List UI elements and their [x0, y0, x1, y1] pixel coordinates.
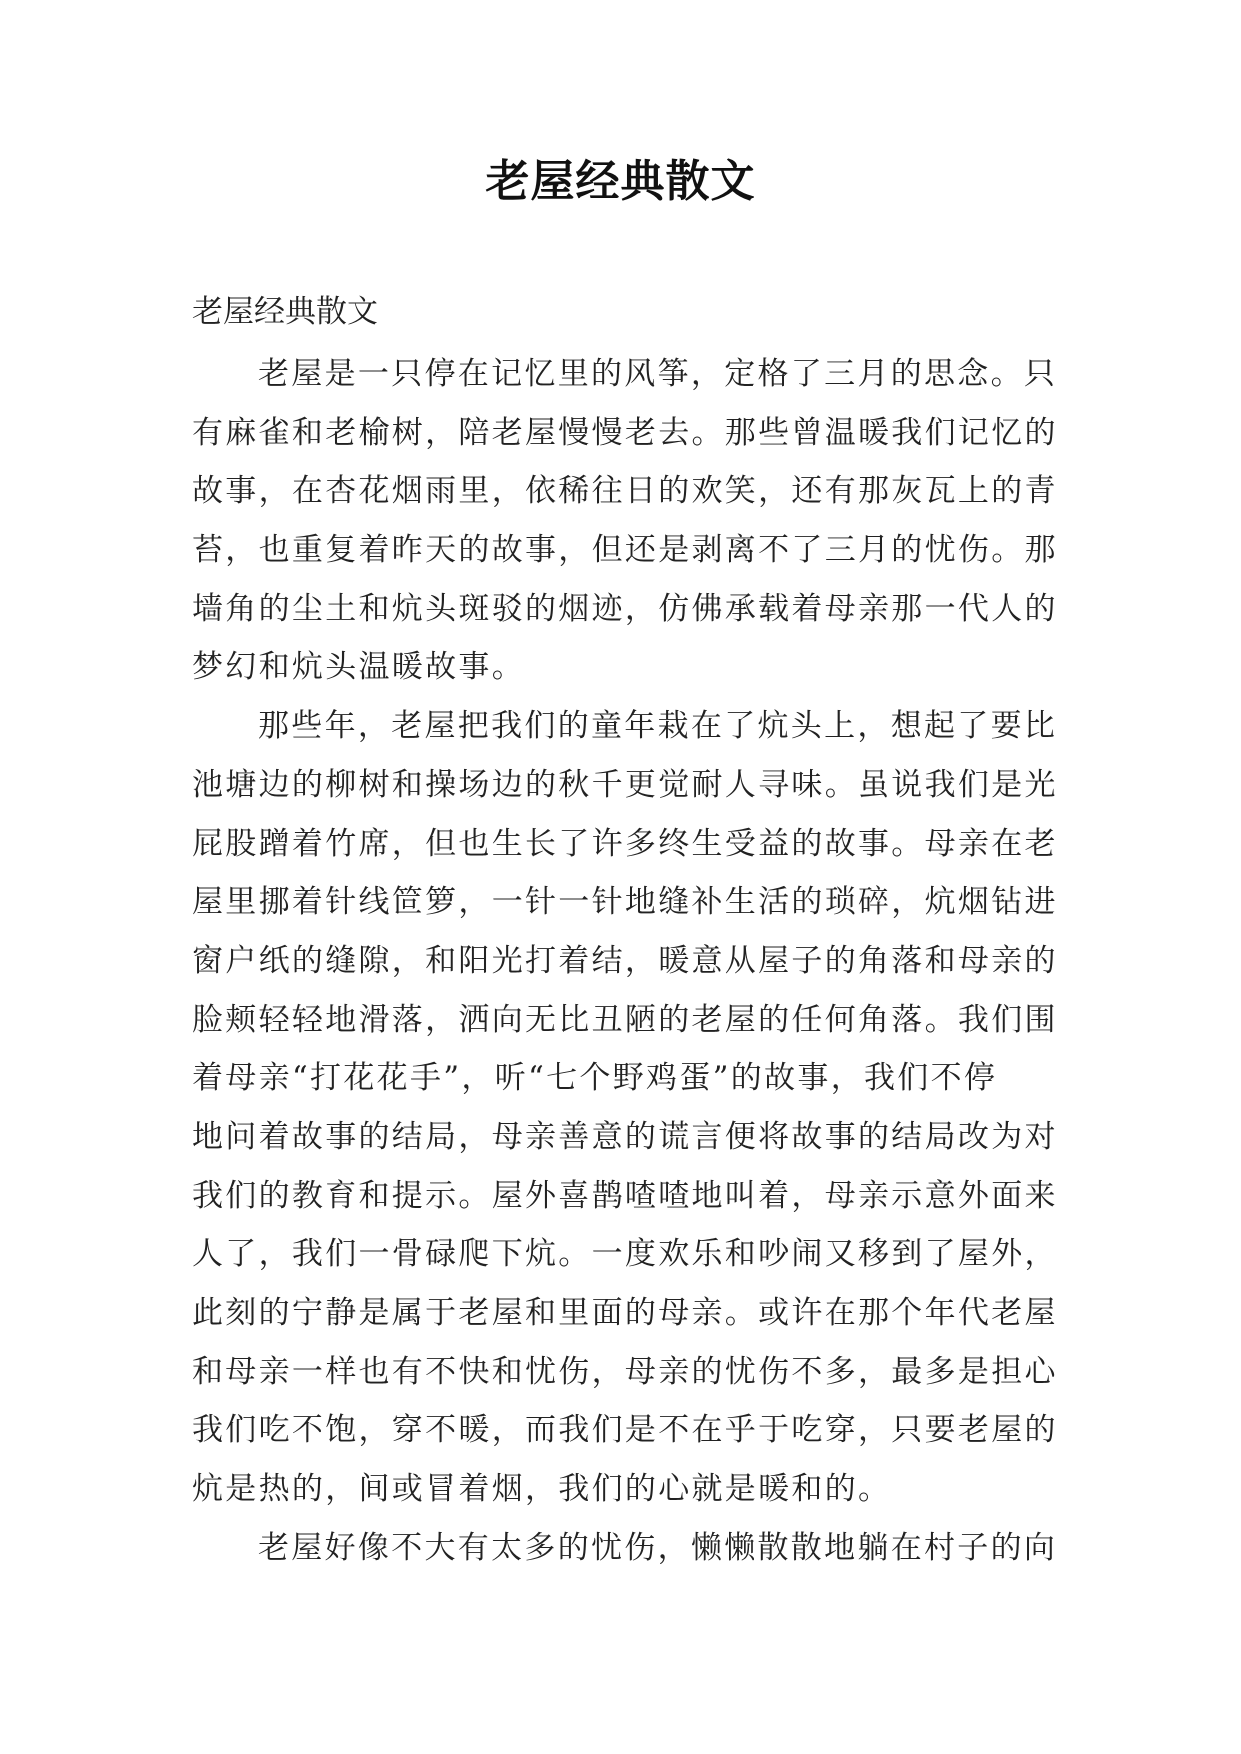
paragraph-2-line-3: 屁股蹭着竹席，但也生长了许多终生受益的故事。母亲在老	[192, 825, 1058, 862]
document-body	[192, 345, 1192, 1577]
paragraph-2-line-2: 池塘边的柳树和操场边的秋千更觉耐人寻味。虽说我们是光	[192, 766, 1058, 803]
paragraph-1-line-5: 墙角的尘土和炕头斑驳的烟迹，仿佛承载着母亲那一代人的	[192, 590, 1058, 627]
paragraph-1-line-4: 苔，也重复着昨天的故事，但还是剥离不了三月的忧伤。那	[192, 532, 1058, 569]
paragraph-2-line-11: 此刻的宁静是属于老屋和里面的母亲。或许在那个年代老屋	[192, 1295, 1058, 1331]
paragraph-2-line-4: 屋里挪着针线笸箩，一针一针地缝补生活的琐碎，炕烟钻进	[192, 884, 1058, 921]
paragraph-2-line-10: 人了，我们一骨碌爬下炕。一度欢乐和吵闹又移到了屋外，	[192, 1236, 1058, 1273]
paragraph-2-line-12: 和母亲一样也有不快和忧伤，母亲的忧伤不多，最多是担心	[192, 1353, 1058, 1390]
paragraph-2-line-8: 地问着故事的结局，母亲善意的谎言便将故事的结局改为对	[192, 1118, 1058, 1155]
paragraph-2-line-5: 窗户纸的缝隙，和阳光打着结，暖意从屋子的角落和母亲的	[192, 942, 1058, 979]
paragraph-2-line-9: 我们的教育和提示。屋外喜鹊喳喳地叫着，母亲示意外面来	[192, 1177, 1058, 1214]
paragraph-2-line-7: 着母亲“打花花手”，听“七个野鸡蛋”的故事，我们不停	[192, 1060, 998, 1097]
paragraph-1-line-6: 梦幻和炕头温暖故事。	[192, 649, 525, 686]
paragraph-1-line-1: 老屋是一只停在记忆里的风筝，定格了三月的思念。只	[258, 356, 1058, 392]
paragraph-2-line-1: 那些年，老屋把我们的童年栽在了炕头上，想起了要比	[258, 708, 1058, 745]
paragraph-2-line-13: 我们吃不饱，穿不暖，而我们是不在乎于吃穿，只要老屋的	[192, 1412, 1058, 1449]
document-title: 老屋经典散文	[485, 156, 756, 207]
document-subtitle: 老屋经典散文	[192, 294, 378, 330]
paragraph-2-line-6: 脸颊轻轻地滑落，洒向无比丑陋的老屋的任何角落。我们围	[192, 1001, 1058, 1038]
paragraph-2-line-14: 炕是热的，间或冒着烟，我们的心就是暖和的。	[192, 1471, 892, 1508]
paragraph-3-line-1: 老屋好像不大有太多的忧伤，懒懒散散地躺在村子的向	[258, 1529, 1058, 1566]
paragraph-1-line-3: 故事，在杏花烟雨里，依稀往日的欢笑，还有那灰瓦上的青	[192, 473, 1058, 510]
paragraph-1-line-2: 有麻雀和老榆树，陪老屋慢慢老去。那些曾温暖我们记忆的	[192, 414, 1058, 451]
